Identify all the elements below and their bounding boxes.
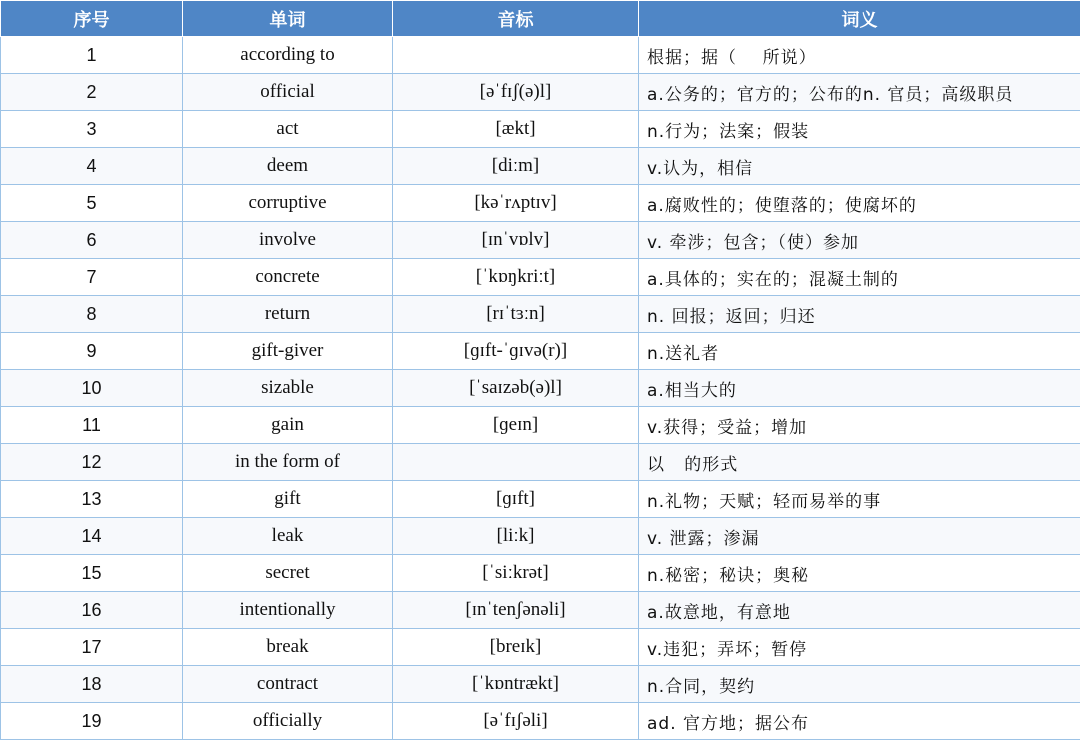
row-meaning-cell: n.礼物；天赋；轻而易举的事 <box>639 481 1080 518</box>
row-word-cell: act <box>183 111 393 148</box>
row-index-cell: 17 <box>1 629 183 666</box>
row-word-cell: sizable <box>183 370 393 407</box>
table-row <box>1 592 1080 629</box>
row-meaning-cell: n.秘密；秘诀；奥秘 <box>639 555 1080 592</box>
row-index-cell: 15 <box>1 555 183 592</box>
table-row <box>1 370 1080 407</box>
row-word-cell: gift <box>183 481 393 518</box>
row-meaning-cell: ad. 官方地；据公布 <box>639 703 1080 740</box>
row-index-cell: 13 <box>1 481 183 518</box>
row-index-cell: 16 <box>1 592 183 629</box>
row-index-cell: 5 <box>1 185 183 222</box>
row-word-cell: secret <box>183 555 393 592</box>
table-row <box>1 259 1080 296</box>
row-phonetic-cell: [liːk] <box>393 518 639 555</box>
row-index-cell: 19 <box>1 703 183 740</box>
row-phonetic-cell: [ˈsiːkrət] <box>393 555 639 592</box>
row-meaning-cell: v.违犯；弄坏；暂停 <box>639 629 1080 666</box>
row-index-cell: 18 <box>1 666 183 703</box>
row-word-cell: contract <box>183 666 393 703</box>
row-meaning-cell: a.腐败性的；使堕落的；使腐坏的 <box>639 185 1080 222</box>
row-phonetic-cell: [ˈkɒŋkriːt] <box>393 259 639 296</box>
row-meaning-cell: a.相当大的 <box>639 370 1080 407</box>
row-phonetic-cell: [əˈfɪʃ(ə)l] <box>393 74 639 111</box>
row-index-cell: 4 <box>1 148 183 185</box>
row-word-cell: involve <box>183 222 393 259</box>
row-phonetic-cell: [breɪk] <box>393 629 639 666</box>
row-meaning-cell: v.获得；受益；增加 <box>639 407 1080 444</box>
row-meaning-cell: 以 的形式 <box>639 444 1080 481</box>
row-meaning-cell: a.具体的；实在的；混凝土制的 <box>639 259 1080 296</box>
row-meaning-cell: n.行为；法案；假装 <box>639 111 1080 148</box>
row-index-cell: 2 <box>1 74 183 111</box>
table-row <box>1 74 1080 111</box>
row-index-cell: 10 <box>1 370 183 407</box>
table-row <box>1 444 1080 481</box>
header-word: 单词 <box>183 1 393 37</box>
table-row <box>1 666 1080 703</box>
row-index-cell: 3 <box>1 111 183 148</box>
row-phonetic-cell: [ækt] <box>393 111 639 148</box>
row-meaning-cell: n.合同，契约 <box>639 666 1080 703</box>
row-index-cell: 9 <box>1 333 183 370</box>
row-phonetic-cell: [əˈfɪʃəli] <box>393 703 639 740</box>
row-meaning-cell: 根据；据（ 所说） <box>639 37 1080 74</box>
table-row <box>1 185 1080 222</box>
table-row <box>1 629 1080 666</box>
row-word-cell: return <box>183 296 393 333</box>
row-word-cell: break <box>183 629 393 666</box>
table-row <box>1 148 1080 185</box>
table-row <box>1 296 1080 333</box>
row-word-cell: according to <box>183 37 393 74</box>
table-row <box>1 111 1080 148</box>
row-word-cell: concrete <box>183 259 393 296</box>
table-row <box>1 481 1080 518</box>
table-header <box>1 1 1080 37</box>
row-phonetic-cell: [ɡɪft-ˈɡɪvə(r)] <box>393 333 639 370</box>
row-index-cell: 8 <box>1 296 183 333</box>
header-phonetic: 音标 <box>393 1 639 37</box>
row-index-cell: 1 <box>1 37 183 74</box>
header-index: 序号 <box>1 1 183 37</box>
row-phonetic-cell: [ɡeɪn] <box>393 407 639 444</box>
row-phonetic-cell: [ˈkɒntrækt] <box>393 666 639 703</box>
row-meaning-cell: v.认为，相信 <box>639 148 1080 185</box>
table-row <box>1 37 1080 74</box>
row-phonetic-cell: [diːm] <box>393 148 639 185</box>
row-phonetic-cell: [rɪˈtɜːn] <box>393 296 639 333</box>
table-body <box>1 37 1080 740</box>
header-meaning: 词义 <box>639 1 1080 37</box>
row-phonetic-cell <box>393 444 639 481</box>
table-row <box>1 407 1080 444</box>
row-meaning-cell: a.公务的；官方的；公布的n. 官员；高级职员 <box>639 74 1080 111</box>
row-meaning-cell: n.送礼者 <box>639 333 1080 370</box>
row-index-cell: 11 <box>1 407 183 444</box>
row-phonetic-cell: [ɡɪft] <box>393 481 639 518</box>
row-word-cell: corruptive <box>183 185 393 222</box>
row-index-cell: 6 <box>1 222 183 259</box>
table-row <box>1 518 1080 555</box>
table-row <box>1 555 1080 592</box>
row-phonetic-cell <box>393 37 639 74</box>
row-meaning-cell: n. 回报；返回；归还 <box>639 296 1080 333</box>
row-word-cell: gift-giver <box>183 333 393 370</box>
row-meaning-cell: v. 牵涉；包含；（使）参加 <box>639 222 1080 259</box>
row-index-cell: 7 <box>1 259 183 296</box>
row-meaning-cell: v. 泄露；渗漏 <box>639 518 1080 555</box>
table-row <box>1 703 1080 740</box>
row-word-cell: gain <box>183 407 393 444</box>
header-row <box>1 1 1080 37</box>
row-phonetic-cell: [ɪnˈtenʃənəli] <box>393 592 639 629</box>
table-row <box>1 333 1080 370</box>
row-phonetic-cell: [kəˈrʌptɪv] <box>393 185 639 222</box>
row-index-cell: 14 <box>1 518 183 555</box>
row-word-cell: deem <box>183 148 393 185</box>
row-word-cell: officially <box>183 703 393 740</box>
row-phonetic-cell: [ˈsaɪzəb(ə)l] <box>393 370 639 407</box>
row-word-cell: official <box>183 74 393 111</box>
row-index-cell: 12 <box>1 444 183 481</box>
row-word-cell: in the form of <box>183 444 393 481</box>
row-word-cell: leak <box>183 518 393 555</box>
row-word-cell: intentionally <box>183 592 393 629</box>
table-row <box>1 222 1080 259</box>
row-meaning-cell: a.故意地，有意地 <box>639 592 1080 629</box>
row-phonetic-cell: [ɪnˈvɒlv] <box>393 222 639 259</box>
